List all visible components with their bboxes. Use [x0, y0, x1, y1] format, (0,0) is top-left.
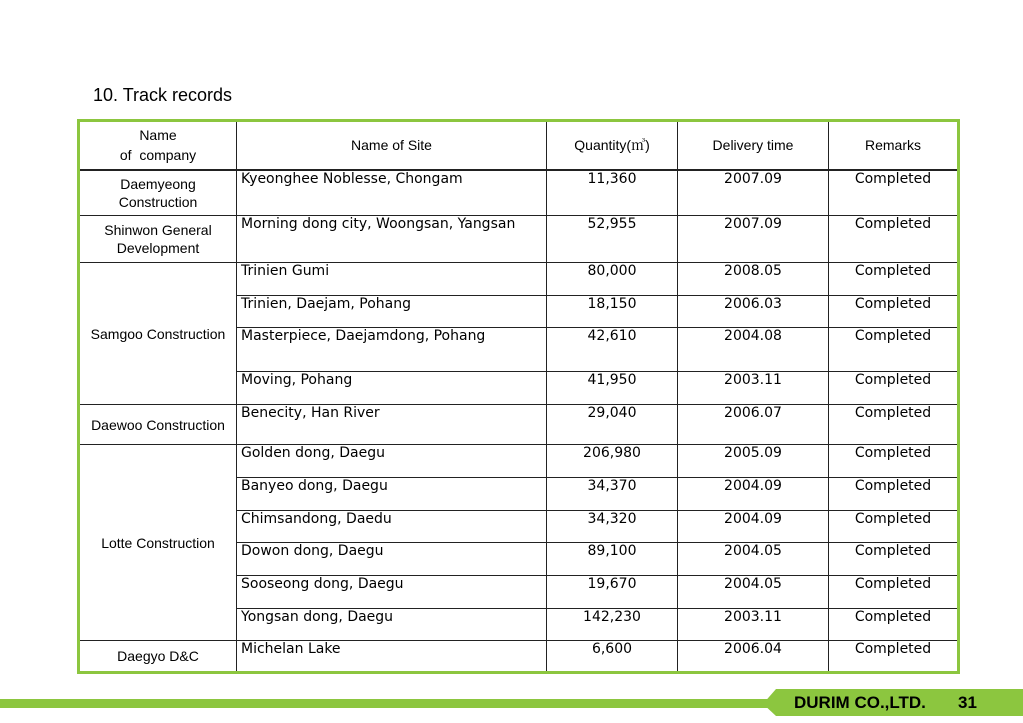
- page-number: 31: [958, 693, 977, 712]
- site-cell: Moving, Pohang: [237, 372, 547, 405]
- site-cell: Banyeo dong, Daegu: [237, 478, 547, 511]
- header-delivery: Delivery time: [678, 121, 829, 170]
- company-cell: Daegyo D&C: [79, 641, 237, 673]
- quantity-cell: 142,230: [547, 609, 678, 641]
- header-site: Name of Site: [237, 121, 547, 170]
- site-cell: Kyeonghee Noblesse, Chongam: [237, 170, 547, 216]
- quantity-cell: 6,600: [547, 641, 678, 673]
- site-cell: Masterpiece, Daejamdong, Pohang: [237, 328, 547, 372]
- site-cell: Benecity, Han River: [237, 405, 547, 445]
- site-cell: Michelan Lake: [237, 641, 547, 673]
- delivery-cell: 2004.09: [678, 511, 829, 543]
- table-row: [79, 641, 959, 673]
- footer-company: DURIM CO.,LTD.: [794, 693, 926, 712]
- remarks-cell: Completed: [829, 511, 959, 543]
- remarks-cell: Completed: [829, 372, 959, 405]
- table-row: [79, 170, 959, 216]
- delivery-cell: 2003.11: [678, 372, 829, 405]
- site-cell: Trinien Gumi: [237, 263, 547, 296]
- quantity-cell: 206,980: [547, 445, 678, 478]
- delivery-cell: 2008.05: [678, 263, 829, 296]
- remarks-cell: Completed: [829, 263, 959, 296]
- site-cell: Trinien, Daejam, Pohang: [237, 296, 547, 328]
- remarks-cell: Completed: [829, 609, 959, 641]
- delivery-cell: 2003.11: [678, 609, 829, 641]
- company-cell: Daewoo Construction: [79, 405, 237, 445]
- remarks-cell: Completed: [829, 170, 959, 216]
- delivery-cell: 2004.05: [678, 576, 829, 609]
- delivery-cell: 2006.04: [678, 641, 829, 673]
- header-remarks: Remarks: [829, 121, 959, 170]
- quantity-cell: 34,370: [547, 478, 678, 511]
- header-company-line2: of company: [119, 147, 197, 164]
- company-cell: Lotte Construction: [79, 445, 237, 641]
- remarks-cell: Completed: [829, 576, 959, 609]
- table-row: [79, 216, 959, 263]
- remarks-cell: Completed: [829, 328, 959, 372]
- footer-label: [772, 690, 1023, 715]
- quantity-cell: 41,950: [547, 372, 678, 405]
- site-cell: Sooseong dong, Daegu: [237, 576, 547, 609]
- table-row: [79, 405, 959, 445]
- quantity-cell: 29,040: [547, 405, 678, 445]
- quantity-cell: 19,670: [547, 576, 678, 609]
- quantity-cell: 34,320: [547, 511, 678, 543]
- remarks-cell: Completed: [829, 296, 959, 328]
- remarks-cell: Completed: [829, 445, 959, 478]
- remarks-cell: Completed: [829, 641, 959, 673]
- site-cell: Golden dong, Daegu: [237, 445, 547, 478]
- delivery-cell: 2006.07: [678, 405, 829, 445]
- page-title: 10. Track records: [93, 85, 233, 105]
- site-cell: Chimsandong, Daedu: [237, 511, 547, 543]
- table-header-row: [79, 121, 959, 170]
- company-cell: Shinwon General Development: [79, 216, 237, 263]
- site-cell: Dowon dong, Daegu: [237, 543, 547, 576]
- delivery-cell: 2004.08: [678, 328, 829, 372]
- quantity-cell: 42,610: [547, 328, 678, 372]
- header-company: [79, 121, 237, 170]
- header-quantity: Quantity(㎥): [547, 121, 678, 170]
- delivery-cell: 2007.09: [678, 216, 829, 263]
- delivery-cell: 2004.09: [678, 478, 829, 511]
- company-cell: Samgoo Construction: [79, 263, 237, 405]
- quantity-cell: 80,000: [547, 263, 678, 296]
- quantity-cell: 89,100: [547, 543, 678, 576]
- delivery-cell: 2004.05: [678, 543, 829, 576]
- table-row: [79, 445, 959, 478]
- track-records-table: [77, 119, 960, 674]
- site-cell: Morning dong city, Woongsan, Yangsan: [237, 216, 547, 263]
- site-cell: Yongsan dong, Daegu: [237, 609, 547, 641]
- delivery-cell: 2005.09: [678, 445, 829, 478]
- remarks-cell: Completed: [829, 405, 959, 445]
- quantity-cell: 11,360: [547, 170, 678, 216]
- remarks-cell: Completed: [829, 216, 959, 263]
- header-company-line1: Name: [139, 127, 177, 144]
- delivery-cell: 2007.09: [678, 170, 829, 216]
- remarks-cell: Completed: [829, 543, 959, 576]
- company-cell: Daemyeong Construction: [79, 170, 237, 216]
- delivery-cell: 2006.03: [678, 296, 829, 328]
- quantity-cell: 52,955: [547, 216, 678, 263]
- quantity-cell: 18,150: [547, 296, 678, 328]
- table-row: [79, 263, 959, 296]
- remarks-cell: Completed: [829, 478, 959, 511]
